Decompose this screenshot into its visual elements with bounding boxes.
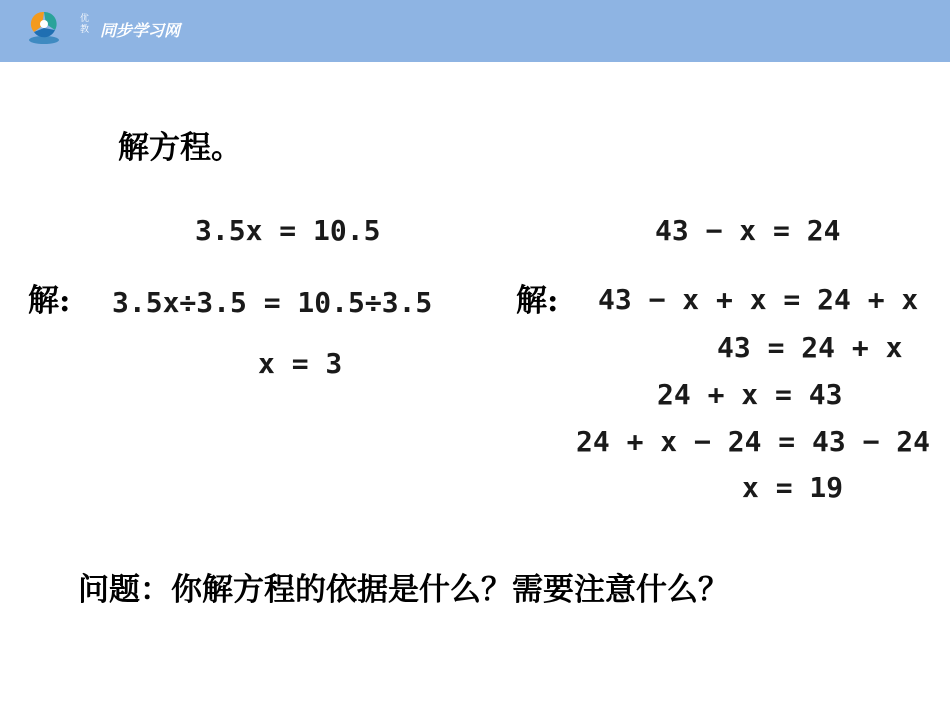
logo-char-1: 优 <box>80 14 90 24</box>
question-text: 问题：你解方程的依据是什么？需要注意什么？ <box>78 572 729 608</box>
right-step-5: x = 19 <box>742 471 844 504</box>
right-step-1: 43 − x + x = 24 + x <box>598 283 919 316</box>
right-equation: 43 − x = 24 <box>655 214 841 247</box>
site-logo[interactable] <box>28 8 208 48</box>
left-equation: 3.5x = 10.5 <box>195 214 381 247</box>
logo-char-2: 教 <box>80 25 90 35</box>
logo-icon <box>28 8 68 48</box>
right-step-3: 24 + x = 43 <box>657 378 843 411</box>
right-step-2: 43 = 24 + x <box>717 331 903 364</box>
left-step-1: 3.5x÷3.5 = 10.5÷3.5 <box>112 286 433 319</box>
logo-text: 同步学习网 <box>100 21 181 40</box>
header-bar <box>0 0 950 62</box>
left-step-2: x = 3 <box>258 347 343 380</box>
right-step-4: 24 + x − 24 = 43 − 24 <box>576 425 931 458</box>
left-solve-label: 解: <box>28 283 71 319</box>
page-heading: 解方程。 <box>118 130 242 166</box>
right-solve-label: 解: <box>516 283 559 319</box>
